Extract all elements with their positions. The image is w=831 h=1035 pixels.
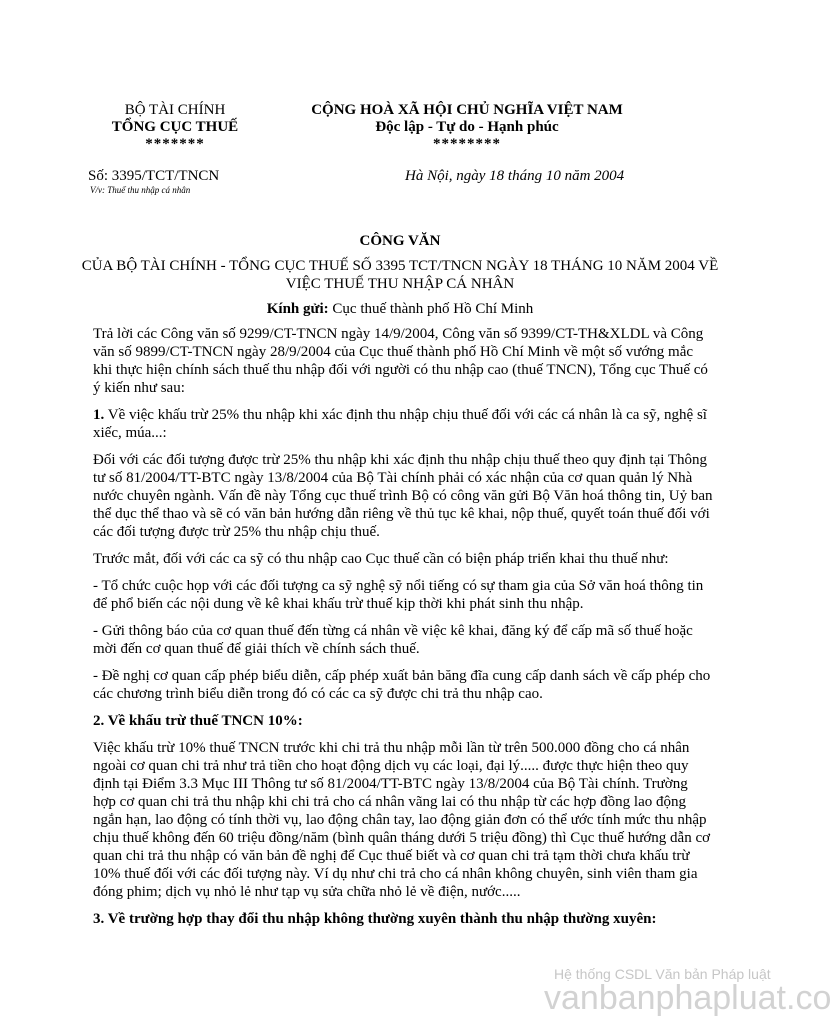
- watermark-caption: Hệ thống CSDL Văn bản Pháp luật: [554, 966, 771, 982]
- issuer-block: [100, 102, 250, 153]
- intro-paragraph: Trả lời các Công văn số 9299/CT-TNCN ngày 14/9/2004, Công văn số 9399/CT-TH&XLDL và Công văn số 9899/CT-TNCN ngày 28/9/2004 của Cục thuế thành phố Hồ Chí Minh về một số vướng mắc khi thực hiện chính sách thuế thu nhập đối với người có thu nhập cao (thuế TNCN), Tổng cục Thuế có ý kiến như sau:: [93, 326, 708, 396]
- motto: Độc lập - Tự do - Hạnh phúc: [375, 119, 559, 135]
- ministry-name: BỘ TÀI CHÍNH: [124, 102, 226, 118]
- section-1-heading: [93, 406, 713, 442]
- doc-subject: V/v: Thuế thu nhập cá nhân: [90, 185, 191, 195]
- place-date: Hà Nội, ngày 18 tháng 10 năm 2004: [405, 168, 625, 184]
- recipient-name: Cục thuế thành phố Hồ Chí Minh: [332, 301, 534, 317]
- motto-stars: ********: [433, 136, 501, 152]
- doc-number: Số: 3395/TCT/TNCN: [88, 168, 220, 184]
- doc-title: CÔNG VĂN: [359, 233, 441, 249]
- paragraph-1: Đối với các đối tượng được trừ 25% thu nhập khi xác định thu nhập chịu thuế theo quy định tại Thông tư số 81/2004/TT-BTC ngày 13/8/2004 của Bộ Tài chính phải có xác nhận của cơ quan quản lý Nhà nước chuyên ngành. Vấn đề này Tổng cục thuế trình Bộ có công văn gửi Bộ Văn hoá thông tin, Uỷ ban thể dục thể thao và sẽ có văn bản hướng dẫn riêng về thủ tục kê khai, nộp thuế, quyết toán thuế đối với các đối tượng được trừ 25% thu nhập chịu thuế.: [93, 452, 713, 540]
- doc-subtitle: CỦA BỘ TÀI CHÍNH - TỔNG CỤC THUẾ SỐ 3395 TCT/TNCN NGÀY 18 THÁNG 10 NĂM 2004 VỀ VIỆC THUẾ THU NHẬP CÁ NHÂN: [81, 258, 719, 292]
- paragraph-6: Việc khấu trừ 10% thuế TNCN trước khi chi trả thu nhập mỗi lần từ trên 500.000 đồng cho cá nhân ngoài cơ quan chi trả như trả tiền cho hoạt động dịch vụ các loại, đại lý..... được thực hiện theo quy định tại Điểm 3.3 Mục III Thông tư số 81/2004/TT-BTC ngày 13/8/2004 của Bộ Tài chính. Trường hợp cơ quan chi trả thu nhập khi chi trả cho cá nhân vãng lai có thu nhập từ các hợp đồng lao động ngắn hạn, lao động có tính thời vụ, lao động chân tay, lao động giản đơn có thể ước tính mức thu nhập chịu thuế không đến 60 triệu đồng/năm (bình quân tháng dưới 5 triệu đồng) thì Cục thuế hướng dẫn cơ quan chi trả thu nhập có văn bản đề nghị để Cục thuế biết và cơ quan chi trả tạm thời chưa khấu trừ 10% thuế đối với các đối tượng này. Ví dụ như chi trả cho cá nhân không chuyên, sinh viên tham gia đóng phim; dịch vụ nhỏ lẻ như tạp vụ sửa chữa nhỏ lẻ về điện, nước.....: [93, 740, 711, 900]
- section-1-number: 1.: [93, 407, 105, 423]
- watermark-site: vanbanphapluat.co: [544, 979, 831, 1017]
- recipient-line: [80, 300, 720, 318]
- recipient-label: Kính gửi:: [266, 301, 329, 317]
- issuer-stars: *******: [145, 136, 205, 152]
- section-2-heading: 2. Về khấu trừ thuế TNCN 10%:: [93, 713, 303, 729]
- paragraph-4: - Gửi thông báo của cơ quan thuế đến từng cá nhân về việc kê khai, đăng ký để cấp mã số thuế hoặc mời đến cơ quan thuế để giải thích về chính sách thuế.: [93, 623, 693, 657]
- doc-body: [93, 325, 713, 937]
- department-name: TỔNG CỤC THUẾ: [111, 119, 239, 135]
- paragraph-5: - Đề nghị cơ quan cấp phép biểu diễn, cấp phép xuất bản băng đĩa cung cấp danh sách về cấp phép cho các chương trình biểu diễn trong đó có các ca sỹ được chi trả thu nhập cao.: [93, 668, 711, 702]
- section-1-text: Về việc khấu trừ 25% thu nhập khi xác định thu nhập chịu thuế đối với các cá nhân là ca sỹ, nghệ sĩ xiếc, múa...:: [93, 407, 707, 441]
- paragraph-3: - Tổ chức cuộc họp với các đối tượng ca sỹ nghệ sỹ nổi tiếng có sự tham gia của Sở văn hoá thông tin để phổ biến các nội dung về kê khai khấu trừ thuế kịp thời khi phát sinh thu nhập.: [93, 578, 704, 612]
- paragraph-2: Trước mắt, đối với các ca sỹ có thu nhập cao Cục thuế cần có biện pháp triển khai thu thuế như:: [93, 551, 669, 567]
- section-3-heading: 3. Về trường hợp thay đổi thu nhập không thường xuyên thành thu nhập thường xuyên:: [93, 911, 657, 927]
- country-name: CỘNG HOÀ XÃ HỘI CHỦ NGHĨA VIỆT NAM: [311, 102, 623, 118]
- national-header: [262, 102, 672, 153]
